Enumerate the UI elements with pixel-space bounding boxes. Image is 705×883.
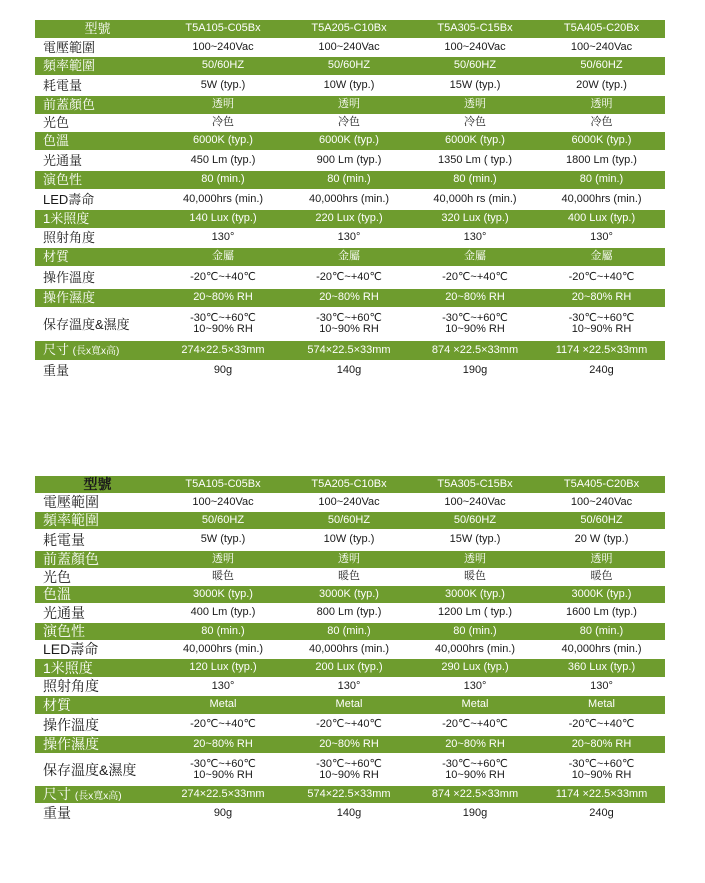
cell-value: 874 ×22.5×33mm — [412, 341, 538, 360]
spec-row — [35, 714, 665, 736]
cell-value: 6000K (typ.) — [412, 132, 538, 150]
cell-value: 574×22.5×33mm — [286, 341, 412, 360]
row-label: 操作溫度 — [35, 266, 160, 289]
cell-line: -30℃~+60℃ — [568, 757, 635, 770]
cell-value: 40,000hrs (min.) — [160, 640, 286, 659]
row-label: 色溫 — [35, 132, 160, 150]
row-label: 頻率範圍 — [35, 57, 160, 75]
cell-value: 80 (min.) — [412, 171, 538, 189]
cell-value: 274×22.5×33mm — [160, 341, 286, 360]
cell-value: 50/60HZ — [286, 512, 412, 529]
spec-row — [35, 189, 665, 210]
cell-value: 50/60HZ — [538, 512, 665, 529]
cell-value: 200 Lux (typ.) — [286, 659, 412, 677]
cell-value: 240g — [538, 360, 665, 381]
cell-value: 130° — [412, 228, 538, 248]
cell-value: 透明 — [286, 551, 412, 568]
cell-value: 120 Lux (typ.) — [160, 659, 286, 677]
row-label: 重量 — [35, 360, 160, 381]
model-name: T5A105-C05Bx — [160, 476, 286, 493]
cell-value: 50/60HZ — [412, 512, 538, 529]
spec-row — [35, 132, 665, 150]
cell-value: 80 (min.) — [286, 171, 412, 189]
cell-value: 874 ×22.5×33mm — [412, 786, 538, 803]
cell-value: 40,000hrs (min.) — [286, 189, 412, 210]
cell-line: 10~90% RH — [193, 768, 253, 781]
cell-value: -20℃~+40℃ — [538, 266, 665, 289]
cell-value: 320 Lux (typ.) — [412, 210, 538, 228]
cell-value: 130° — [538, 228, 665, 248]
cell-value: 274×22.5×33mm — [160, 786, 286, 803]
cell-value: 15W (typ.) — [412, 75, 538, 96]
cell-value: 50/60HZ — [286, 57, 412, 75]
spec-row — [35, 512, 665, 529]
cell-value: 290 Lux (typ.) — [412, 659, 538, 677]
row-label: 頻率範圍 — [35, 512, 160, 529]
cell-value: 暖色 — [538, 568, 665, 586]
row-label: 演色性 — [35, 171, 160, 189]
cell-value: Metal — [412, 696, 538, 714]
cell-value: 5W (typ.) — [160, 529, 286, 551]
spec-row — [35, 786, 665, 803]
spec-row — [35, 150, 665, 171]
spec-row — [35, 171, 665, 189]
cell-value: 130° — [286, 677, 412, 696]
cell-value: 400 Lux (typ.) — [538, 210, 665, 228]
cell-value: 1350 Lm ( typ.) — [412, 150, 538, 171]
spec-row — [35, 307, 665, 341]
cell-value: 金屬 — [286, 248, 412, 266]
cell-value: Metal — [538, 696, 665, 714]
cell-value: 40,000hrs (min.) — [160, 189, 286, 210]
cell-value: 40,000hrs (min.) — [538, 189, 665, 210]
cell-value — [412, 307, 538, 341]
cell-value: 130° — [412, 677, 538, 696]
row-label-main: 尺寸 — [43, 342, 70, 358]
cell-value: 50/60HZ — [160, 512, 286, 529]
cell-value: 80 (min.) — [160, 171, 286, 189]
cell-value: 20W (typ.) — [538, 75, 665, 96]
cell-value: 20~80% RH — [286, 289, 412, 307]
cell-value: 3000K (typ.) — [412, 586, 538, 603]
model-name: T5A305-C15Bx — [412, 476, 538, 493]
cell-value: 5W (typ.) — [160, 75, 286, 96]
cell-value: 1800 Lm (typ.) — [538, 150, 665, 171]
cell-line: -30℃~+60℃ — [316, 312, 382, 324]
spec-row — [35, 736, 665, 753]
cell-line: 10~90% RH — [445, 323, 505, 335]
cell-value: 220 Lux (typ.) — [286, 210, 412, 228]
cell-value: 20~80% RH — [538, 736, 665, 753]
spec-row — [35, 677, 665, 696]
row-label: 1米照度 — [35, 210, 160, 228]
row-label: 光色 — [35, 568, 160, 586]
cell-value: 140g — [286, 360, 412, 381]
cell-value: 130° — [286, 228, 412, 248]
cell-value: 10W (typ.) — [286, 75, 412, 96]
cell-value: 130° — [538, 677, 665, 696]
spec-row — [35, 803, 665, 824]
cell-value: 190g — [412, 803, 538, 824]
header-row — [35, 20, 665, 38]
row-label: 照射角度 — [35, 228, 160, 248]
spec-row — [35, 75, 665, 96]
cell-value: 574×22.5×33mm — [286, 786, 412, 803]
cell-value: 透明 — [412, 96, 538, 114]
spec-row — [35, 57, 665, 75]
spec-row — [35, 228, 665, 248]
cell-line: -30℃~+60℃ — [442, 312, 508, 324]
cell-value: 20~80% RH — [412, 736, 538, 753]
cell-value: 190g — [412, 360, 538, 381]
cell-value: 100~240Vac — [412, 38, 538, 57]
cell-value: 130° — [160, 677, 286, 696]
cell-value: 透明 — [160, 96, 286, 114]
cell-value: 1174 ×22.5×33mm — [538, 341, 665, 360]
cell-value — [538, 753, 665, 786]
cell-value: 50/60HZ — [538, 57, 665, 75]
cell-value: -20℃~+40℃ — [412, 714, 538, 736]
spec-row — [35, 360, 665, 381]
row-label: 電壓範圍 — [35, 493, 160, 512]
cell-value: 90g — [160, 360, 286, 381]
cell-value: 1600 Lm (typ.) — [538, 603, 665, 623]
cell-value: 1174 ×22.5×33mm — [538, 786, 665, 803]
row-label: 操作濕度 — [35, 289, 160, 307]
cell-value: 100~240Vac — [538, 493, 665, 512]
cell-value: 40,000h rs (min.) — [412, 189, 538, 210]
cell-value: 金屬 — [538, 248, 665, 266]
spec-row — [35, 529, 665, 551]
cell-value: 130° — [160, 228, 286, 248]
model-name: T5A205-C10Bx — [286, 20, 412, 38]
cell-value: -20℃~+40℃ — [160, 266, 286, 289]
cell-value: 40,000hrs (min.) — [412, 640, 538, 659]
cell-value: -20℃~+40℃ — [538, 714, 665, 736]
spec-row — [35, 696, 665, 714]
cell-value: 50/60HZ — [412, 57, 538, 75]
cell-value: -20℃~+40℃ — [412, 266, 538, 289]
cell-value: -20℃~+40℃ — [286, 266, 412, 289]
spec-row — [35, 568, 665, 586]
cell-value: 80 (min.) — [160, 623, 286, 640]
cell-value: 透明 — [538, 551, 665, 568]
model-name: T5A305-C15Bx — [412, 20, 538, 38]
spec-row — [35, 210, 665, 228]
cell-value: 暖色 — [286, 568, 412, 586]
cell-value: 3000K (typ.) — [160, 586, 286, 603]
cell-value: 金屬 — [412, 248, 538, 266]
cell-value: 10W (typ.) — [286, 529, 412, 551]
row-label: 保存溫度&濕度 — [35, 307, 160, 341]
cell-value — [286, 307, 412, 341]
row-label: 前蓋顏色 — [35, 96, 160, 114]
row-label-main: 尺寸 — [43, 786, 71, 802]
cell-line: -30℃~+60℃ — [190, 312, 256, 324]
row-label: 光通量 — [35, 603, 160, 623]
spec-row — [35, 623, 665, 640]
cell-line: -30℃~+60℃ — [568, 312, 635, 324]
cell-value: 15W (typ.) — [412, 529, 538, 551]
cell-value: 140 Lux (typ.) — [160, 210, 286, 228]
cell-value: 40,000hrs (min.) — [538, 640, 665, 659]
row-label-note: (長x寬x高) — [72, 346, 120, 358]
cell-value: 暖色 — [160, 568, 286, 586]
cell-value: 透明 — [538, 96, 665, 114]
cell-value: 3000K (typ.) — [286, 586, 412, 603]
cell-line: 10~90% RH — [319, 768, 379, 781]
cell-value: 20~80% RH — [412, 289, 538, 307]
cell-line: 10~90% RH — [571, 768, 632, 781]
cell-value: 100~240Vac — [412, 493, 538, 512]
cell-line: -30℃~+60℃ — [316, 757, 382, 770]
cell-line: -30℃~+60℃ — [442, 757, 508, 770]
cell-value: 100~240Vac — [160, 493, 286, 512]
spec-row — [35, 248, 665, 266]
cell-line: 10~90% RH — [319, 323, 379, 335]
cell-value: 80 (min.) — [538, 623, 665, 640]
cell-value: 100~240Vac — [538, 38, 665, 57]
cell-value: 20~80% RH — [538, 289, 665, 307]
model-name: T5A205-C10Bx — [286, 476, 412, 493]
cell-value: 100~240Vac — [160, 38, 286, 57]
row-label: LED壽命 — [35, 189, 160, 210]
spec-row — [35, 493, 665, 512]
cell-value: 900 Lm (typ.) — [286, 150, 412, 171]
row-label: 光色 — [35, 114, 160, 132]
cell-value — [286, 753, 412, 786]
cell-value: 1200 Lm ( typ.) — [412, 603, 538, 623]
spec-row — [35, 38, 665, 57]
cell-value: 140g — [286, 803, 412, 824]
spec-row — [35, 753, 665, 786]
cell-value: 冷色 — [538, 114, 665, 132]
cell-line: 10~90% RH — [571, 323, 632, 335]
row-label: 演色性 — [35, 623, 160, 640]
spec-row — [35, 96, 665, 114]
cell-value: 800 Lm (typ.) — [286, 603, 412, 623]
spec-row — [35, 114, 665, 132]
row-label — [35, 786, 160, 803]
row-label: LED壽命 — [35, 640, 160, 659]
cell-value: 冷色 — [160, 114, 286, 132]
row-label: 操作濕度 — [35, 736, 160, 753]
cell-value: 360 Lux (typ.) — [538, 659, 665, 677]
cell-value: 暖色 — [412, 568, 538, 586]
spec-table-warm — [35, 476, 665, 824]
cell-value — [160, 753, 286, 786]
cell-value: 6000K (typ.) — [538, 132, 665, 150]
cell-value: 3000K (typ.) — [538, 586, 665, 603]
cell-value: 20~80% RH — [286, 736, 412, 753]
row-label — [35, 341, 160, 360]
cell-value: 450 Lm (typ.) — [160, 150, 286, 171]
row-label: 1米照度 — [35, 659, 160, 677]
row-label: 材質 — [35, 248, 160, 266]
cell-value: 透明 — [160, 551, 286, 568]
model-name: T5A405-C20Bx — [538, 20, 665, 38]
cell-value: 90g — [160, 803, 286, 824]
cell-value — [538, 307, 665, 341]
row-label: 色溫 — [35, 586, 160, 603]
cell-value: 50/60HZ — [160, 57, 286, 75]
header-label: 型號 — [35, 20, 160, 38]
cell-value: 20~80% RH — [160, 736, 286, 753]
header-row — [35, 476, 665, 493]
spec-row — [35, 640, 665, 659]
cell-line: -30℃~+60℃ — [190, 757, 256, 770]
row-label: 材質 — [35, 696, 160, 714]
cell-value: 金屬 — [160, 248, 286, 266]
row-label: 操作溫度 — [35, 714, 160, 736]
row-label: 前蓋顏色 — [35, 551, 160, 568]
spec-row — [35, 551, 665, 568]
row-label: 重量 — [35, 803, 160, 824]
cell-value: -20℃~+40℃ — [286, 714, 412, 736]
model-name: T5A405-C20Bx — [538, 476, 665, 493]
spec-row — [35, 289, 665, 307]
cell-value: 透明 — [412, 551, 538, 568]
spec-row — [35, 659, 665, 677]
cell-value: 20~80% RH — [160, 289, 286, 307]
cell-value: 6000K (typ.) — [160, 132, 286, 150]
row-label: 照射角度 — [35, 677, 160, 696]
cell-value: 透明 — [286, 96, 412, 114]
row-label: 耗電量 — [35, 529, 160, 551]
spec-table-cool — [35, 20, 665, 381]
header-label: 型號 — [35, 476, 160, 493]
cell-value — [160, 307, 286, 341]
cell-value: 80 (min.) — [538, 171, 665, 189]
spec-row — [35, 586, 665, 603]
cell-value: 6000K (typ.) — [286, 132, 412, 150]
spec-row — [35, 266, 665, 289]
cell-value: 100~240Vac — [286, 38, 412, 57]
cell-value: 20 W (typ.) — [538, 529, 665, 551]
row-label: 電壓範圍 — [35, 38, 160, 57]
row-label: 光通量 — [35, 150, 160, 171]
cell-value: 100~240Vac — [286, 493, 412, 512]
cell-value: 400 Lm (typ.) — [160, 603, 286, 623]
cell-value: 冷色 — [286, 114, 412, 132]
cell-value: Metal — [286, 696, 412, 714]
spec-row — [35, 341, 665, 360]
spec-row — [35, 603, 665, 623]
model-name: T5A105-C05Bx — [160, 20, 286, 38]
row-label: 耗電量 — [35, 75, 160, 96]
cell-value: 80 (min.) — [286, 623, 412, 640]
cell-value: -20℃~+40℃ — [160, 714, 286, 736]
cell-value: Metal — [160, 696, 286, 714]
row-label: 保存溫度&濕度 — [35, 753, 160, 786]
cell-line: 10~90% RH — [193, 323, 253, 335]
row-label-note: (長x寬x高) — [74, 790, 122, 802]
cell-line: 10~90% RH — [445, 768, 505, 781]
cell-value: 40,000hrs (min.) — [286, 640, 412, 659]
cell-value — [412, 753, 538, 786]
cell-value: 80 (min.) — [412, 623, 538, 640]
cell-value: 240g — [538, 803, 665, 824]
cell-value: 冷色 — [412, 114, 538, 132]
